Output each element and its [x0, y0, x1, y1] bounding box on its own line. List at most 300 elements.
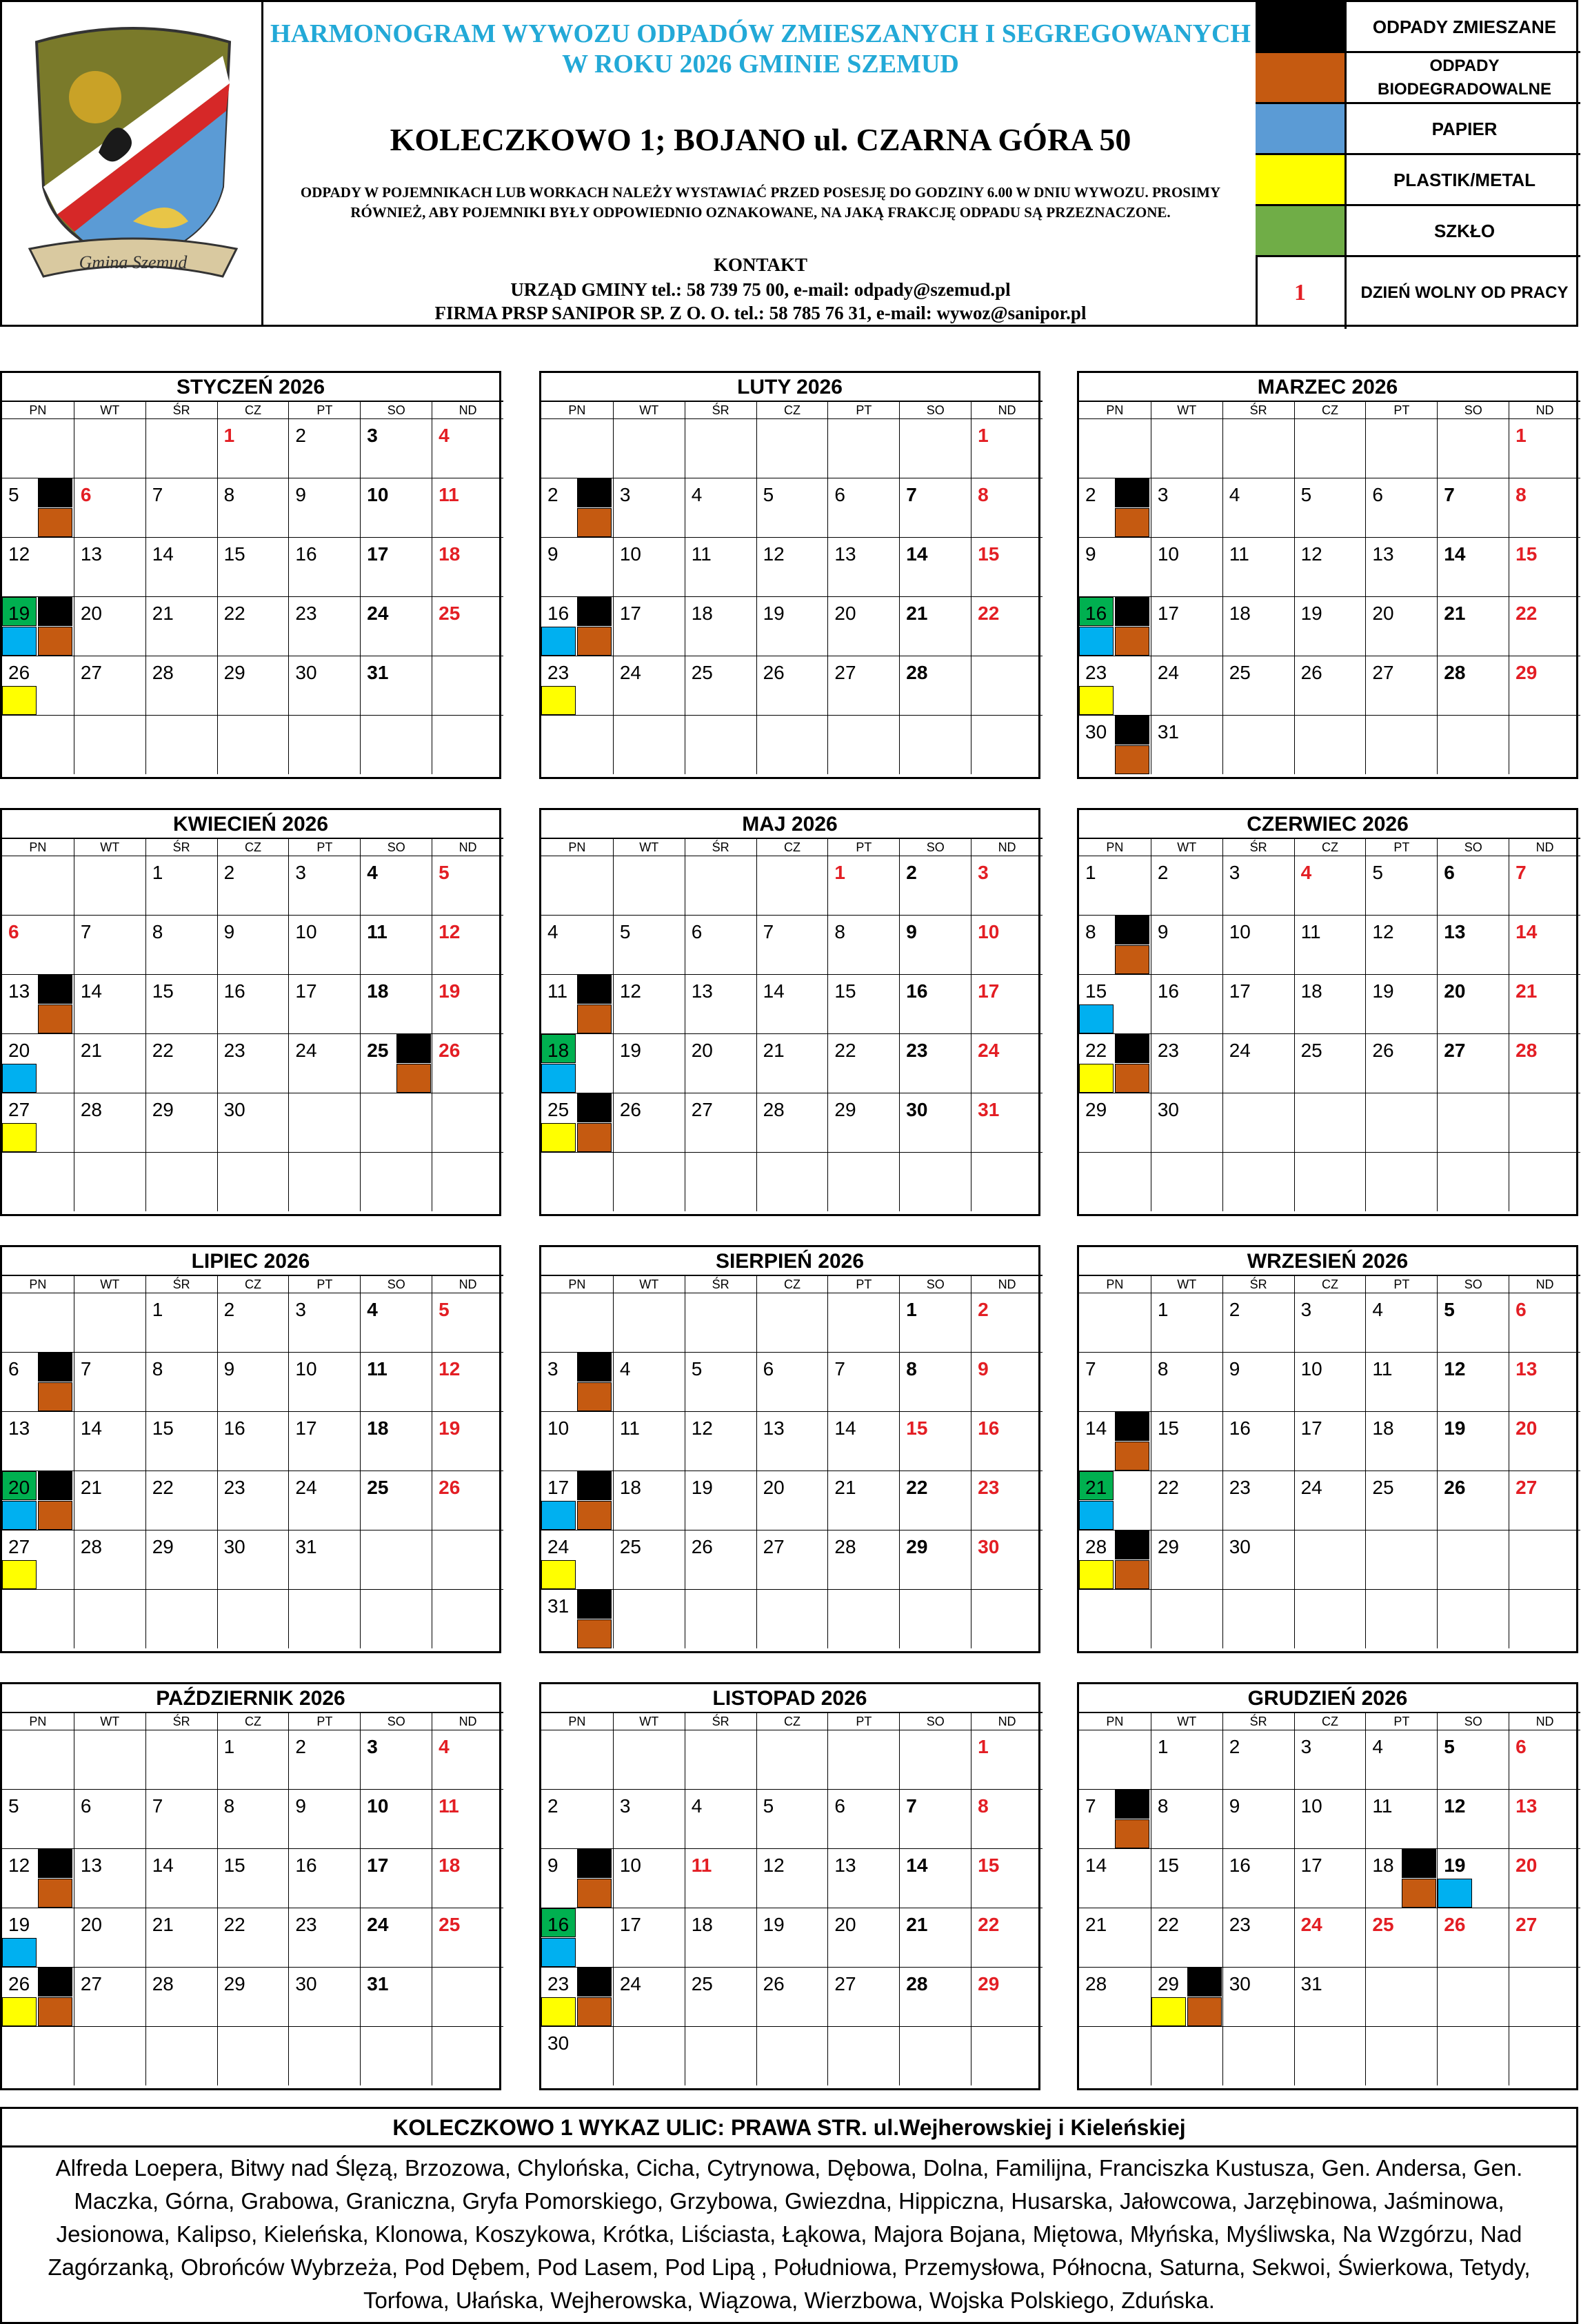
weekday-header: PN [541, 1275, 613, 1293]
day-cell [1294, 478, 1366, 537]
day-cell [432, 1293, 503, 1352]
day-cell [1222, 1530, 1294, 1589]
day-number: 7 [906, 1795, 917, 1817]
day-cell [1509, 1152, 1580, 1211]
day-cell [756, 1967, 828, 2026]
day-cell [360, 537, 432, 596]
weekday-header: PN [2, 1712, 74, 1730]
day-number: 11 [691, 543, 712, 565]
day-cell [899, 1789, 971, 1848]
day-cell [1437, 974, 1509, 1033]
day-number: 22 [906, 1477, 928, 1498]
day-number: 26 [1444, 1477, 1466, 1498]
weekday-header: CZ [217, 401, 289, 418]
day-cell [1365, 1152, 1437, 1211]
day-number: 11 [1229, 543, 1249, 565]
day-number: 28 [1444, 662, 1466, 683]
header-divider [261, 2, 263, 325]
weekday-header: ND [1509, 401, 1580, 418]
day-cell [1294, 1293, 1366, 1352]
day-cell [1079, 1967, 1151, 2026]
day-number: 22 [223, 603, 245, 624]
day-cell [1437, 596, 1509, 656]
day-cell [971, 596, 1043, 656]
weekday-header: ND [971, 1275, 1043, 1293]
day-number: 5 [691, 1358, 703, 1380]
day-number: 27 [1515, 1477, 1538, 1498]
day-number: 15 [152, 980, 174, 1002]
day-cell [1294, 1908, 1366, 1967]
day-cell [1509, 656, 1580, 715]
day-number: 24 [978, 1040, 1000, 1061]
day-number: 1 [978, 425, 989, 446]
day-cell [1079, 1789, 1151, 1848]
day-number: 30 [547, 2032, 570, 2054]
day-number: 30 [1085, 721, 1107, 742]
day-number: 23 [547, 1973, 570, 1994]
day-number: 25 [619, 1536, 641, 1557]
day-cell [756, 596, 828, 656]
day-cell [899, 596, 971, 656]
weekday-header: PT [288, 401, 360, 418]
day-cell [827, 418, 899, 478]
day-cell [1294, 1471, 1366, 1530]
day-cell [827, 596, 899, 656]
day-cell [1222, 1152, 1294, 1211]
weekday-header: ŚR [145, 1712, 217, 1730]
collection-marker-bio [38, 627, 72, 656]
day-number: 8 [906, 1358, 917, 1380]
day-cell [217, 1093, 289, 1152]
day-cell [1222, 1411, 1294, 1471]
day-cell [1509, 1293, 1580, 1352]
collection-marker-mixed [1115, 916, 1149, 944]
day-number: 16 [295, 1855, 317, 1876]
day-number: 1 [1157, 1736, 1169, 1757]
day-number: 7 [1444, 484, 1455, 505]
street-list-body: Alfreda Loepera, Bitwy nad Ślęzą, Brzozowa, Chylońska, Cicha, Cytrynowa, Dębowa, Dolna, Familijna, Franciszka Kustusza, Gen. Andersa, Gen. Maczka, Górna, Grabowa, Graniczna, Gryfa Pomorskiego, Grzybowa, Gwiezdna, Hippiczna, Husarska, Jałowcowa, Jarzębinowa, Jaśminowa, Jesionowa, Kalipso, Kieleńska, Klonowa, Koszykowa, Krótka, Liściasta, Łąkowa, Majora Bojana, Miętowa, Młyńska, Myśliwska, Na Wzgórzu, Nad Zagórzanką, Obrońców Wybrzeża, Pod Dębem, Pod Lasem, Pod Lipą , Południowa, Przemysłowa, Północna, Saturna, Sekwoi, Świerkowa, Tetydy, Torfowa, Ułańska, Wejherowska, Wiązowa, Wierzbowa, Wojska Polskiego, Zduńska. [48, 2155, 1531, 2313]
day-number: 21 [152, 603, 174, 624]
collection-marker-paper [1079, 1004, 1114, 1033]
weekday-header: SO [360, 1275, 432, 1293]
day-cell [288, 915, 360, 974]
weekday-header: CZ [756, 1275, 828, 1293]
day-number: 31 [978, 1099, 1000, 1120]
day-number: 5 [1444, 1299, 1455, 1320]
day-cell [685, 856, 756, 915]
day-number: 13 [8, 980, 30, 1002]
day-cell [1437, 478, 1509, 537]
day-cell [685, 478, 756, 537]
weekday-header: SO [360, 838, 432, 856]
day-cell [432, 1033, 503, 1093]
day-cell [2, 537, 74, 596]
collection-marker-bio [577, 1619, 612, 1648]
day-cell [217, 1589, 289, 1648]
day-cell [1365, 596, 1437, 656]
day-number: 19 [1300, 603, 1322, 624]
day-number: 3 [367, 425, 378, 446]
day-cell [217, 1152, 289, 1211]
day-cell [1151, 856, 1222, 915]
day-cell [685, 1730, 756, 1789]
day-number: 18 [1229, 603, 1251, 624]
collection-marker-bio [1115, 508, 1149, 537]
day-cell [288, 418, 360, 478]
day-number: 22 [1157, 1477, 1179, 1498]
day-cell [1294, 915, 1366, 974]
day-cell [541, 715, 613, 774]
day-number: 6 [834, 484, 845, 505]
day-cell [1079, 1411, 1151, 1471]
day-number: 13 [1372, 543, 1394, 565]
day-cell [74, 656, 145, 715]
day-number: 26 [763, 1973, 785, 1994]
weekday-header: WT [613, 838, 685, 856]
weekday-header: PT [827, 401, 899, 418]
collection-marker-bio [577, 627, 612, 656]
day-number: 22 [978, 1914, 1000, 1935]
weekday-header: PT [1365, 1275, 1437, 1293]
day-cell [1151, 1789, 1222, 1848]
day-number: 22 [1515, 603, 1538, 624]
day-cell [613, 1093, 685, 1152]
day-cell [756, 1789, 828, 1848]
day-cell [613, 1589, 685, 1648]
day-cell [145, 1848, 217, 1908]
day-cell [685, 1530, 756, 1589]
day-cell [1294, 974, 1366, 1033]
day-cell [613, 1530, 685, 1589]
collection-marker-bio [1115, 1442, 1149, 1471]
day-number: 5 [8, 484, 19, 505]
day-cell [2, 1033, 74, 1093]
day-cell [1509, 1848, 1580, 1908]
day-number: 13 [834, 543, 856, 565]
day-number: 29 [152, 1099, 174, 1120]
day-number: 12 [1300, 543, 1322, 565]
day-number: 29 [223, 1973, 245, 1994]
day-number: 12 [763, 1855, 785, 1876]
day-cell [899, 478, 971, 537]
day-cell [217, 1033, 289, 1093]
day-number: 1 [834, 862, 845, 883]
day-number: 24 [619, 662, 641, 683]
day-number: 2 [1157, 862, 1169, 883]
day-cell [217, 915, 289, 974]
day-number: 24 [1229, 1040, 1251, 1061]
day-number: 2 [978, 1299, 989, 1320]
day-number: 2 [1229, 1736, 1240, 1757]
day-number: 8 [978, 484, 989, 505]
day-cell [74, 856, 145, 915]
day-number: 21 [906, 1914, 928, 1935]
month-title: SIERPIEŃ 2026 [715, 1250, 865, 1273]
day-cell [1509, 596, 1580, 656]
day-cell [541, 537, 613, 596]
day-cell [360, 1589, 432, 1648]
day-number: 29 [1515, 662, 1538, 683]
day-cell [971, 1789, 1043, 1848]
day-cell [288, 1093, 360, 1152]
day-cell [1365, 1908, 1437, 1967]
day-number: 13 [1515, 1358, 1538, 1380]
gmina-szemud-crest [16, 14, 250, 290]
day-cell [827, 856, 899, 915]
day-number: 5 [8, 1795, 19, 1817]
collection-marker-plastic [1079, 1064, 1114, 1093]
day-cell [1151, 1967, 1222, 2026]
day-cell [685, 1471, 756, 1530]
day-number: 24 [295, 1477, 317, 1498]
day-number: 30 [223, 1536, 245, 1557]
day-number: 22 [1157, 1914, 1179, 1935]
day-cell [1151, 1530, 1222, 1589]
day-cell [685, 915, 756, 974]
day-number: 27 [80, 1973, 102, 1994]
day-number: 12 [1444, 1795, 1466, 1817]
day-number: 3 [547, 1358, 558, 1380]
day-number: 7 [1085, 1795, 1096, 1817]
day-number: 6 [8, 1358, 19, 1380]
day-number: 11 [1372, 1795, 1393, 1817]
day-cell [685, 1967, 756, 2026]
day-cell [288, 974, 360, 1033]
day-cell [1222, 1589, 1294, 1648]
collection-marker-plastic [2, 1123, 37, 1152]
day-cell [145, 1411, 217, 1471]
day-number: 1 [978, 1736, 989, 1757]
collection-marker-plastic [1079, 686, 1114, 715]
day-cell [1079, 596, 1151, 656]
day-cell [360, 1730, 432, 1789]
legend-row-plastic [1256, 155, 1580, 206]
day-number: 14 [152, 1855, 174, 1876]
day-cell [1222, 1471, 1294, 1530]
day-cell [971, 1152, 1043, 1211]
collection-marker-bio [1115, 745, 1149, 774]
day-cell [613, 418, 685, 478]
day-cell [1294, 2026, 1366, 2085]
day-number: 24 [367, 1914, 389, 1935]
collection-marker-paper [1438, 1879, 1472, 1908]
day-cell [145, 537, 217, 596]
day-number: 10 [619, 1855, 641, 1876]
legend [1256, 2, 1580, 325]
weekday-header: ŚR [1222, 401, 1294, 418]
day-number: 6 [80, 484, 92, 505]
day-cell [756, 974, 828, 1033]
day-cell [685, 715, 756, 774]
day-cell [1365, 537, 1437, 596]
day-number: 5 [439, 1299, 450, 1320]
day-cell [1437, 1471, 1509, 1530]
day-cell [217, 656, 289, 715]
collection-marker-bio [1115, 627, 1149, 656]
day-number: 29 [834, 1099, 856, 1120]
day-cell [360, 915, 432, 974]
day-cell [145, 1589, 217, 1648]
weekday-header: CZ [217, 838, 289, 856]
day-cell [74, 1589, 145, 1648]
day-cell [756, 1471, 828, 1530]
collection-marker-mixed [577, 1849, 612, 1878]
day-cell [288, 656, 360, 715]
day-cell [1222, 915, 1294, 974]
day-cell [2, 478, 74, 537]
day-cell [1079, 1908, 1151, 1967]
day-number: 23 [1229, 1477, 1251, 1498]
day-number: 29 [978, 1973, 1000, 1994]
day-cell [432, 1352, 503, 1411]
day-number: 17 [547, 1477, 570, 1498]
weekday-header: SO [1437, 401, 1509, 418]
day-cell [971, 1967, 1043, 2026]
day-number: 4 [439, 1736, 450, 1757]
month-calendar [0, 1682, 501, 2090]
weekday-header: WT [613, 1712, 685, 1730]
day-number: 4 [547, 921, 558, 942]
day-cell [756, 537, 828, 596]
weekday-header: SO [899, 838, 971, 856]
day-cell [541, 1789, 613, 1848]
day-cell [1365, 1411, 1437, 1471]
day-number: 27 [1372, 662, 1394, 683]
day-cell [1079, 915, 1151, 974]
day-cell [685, 1848, 756, 1908]
day-cell [360, 1789, 432, 1848]
collection-marker-mixed [1115, 716, 1149, 745]
day-number: 31 [1300, 1973, 1322, 1994]
day-number: 12 [439, 1358, 461, 1380]
day-cell [432, 1730, 503, 1789]
day-cell [756, 478, 828, 537]
day-number: 8 [152, 1358, 163, 1380]
collection-marker-bio [577, 1501, 612, 1530]
weekday-header: PN [2, 401, 74, 418]
day-cell [899, 1730, 971, 1789]
day-cell [1222, 856, 1294, 915]
weekday-header: WT [1151, 838, 1222, 856]
collection-marker-mixed [38, 597, 72, 626]
day-cell [1151, 2026, 1222, 2085]
day-number: 27 [834, 1973, 856, 1994]
collection-marker-mixed [1402, 1849, 1436, 1878]
day-number: 4 [439, 425, 450, 446]
day-cell [613, 1293, 685, 1352]
day-cell [756, 1352, 828, 1411]
day-number: 13 [8, 1417, 30, 1439]
day-number: 17 [619, 1914, 641, 1935]
day-number: 19 [763, 603, 785, 624]
day-cell [899, 1471, 971, 1530]
day-number: 20 [691, 1040, 713, 1061]
day-number: 23 [223, 1477, 245, 1498]
day-number: 30 [1229, 1536, 1251, 1557]
day-number: 14 [834, 1417, 856, 1439]
collection-marker-bio [1115, 1560, 1149, 1589]
day-cell [541, 1967, 613, 2026]
weekday-header: CZ [756, 401, 828, 418]
day-number: 28 [1085, 1536, 1107, 1557]
day-number: 29 [223, 662, 245, 683]
collection-marker-bio [1115, 945, 1149, 974]
day-cell [1365, 915, 1437, 974]
day-number: 5 [763, 484, 774, 505]
day-number: 10 [295, 1358, 317, 1380]
day-cell [74, 715, 145, 774]
day-number: 25 [1372, 1914, 1394, 1935]
day-cell [432, 1789, 503, 1848]
day-cell [1365, 715, 1437, 774]
day-cell [74, 478, 145, 537]
day-cell [1365, 1293, 1437, 1352]
day-number: 18 [691, 603, 713, 624]
day-cell [541, 1093, 613, 1152]
day-cell [432, 1908, 503, 1967]
day-cell [1294, 1848, 1366, 1908]
day-number: 14 [80, 980, 102, 1002]
collection-marker-mixed [1115, 597, 1149, 626]
day-number: 24 [547, 1536, 570, 1557]
day-cell [432, 656, 503, 715]
collection-marker-paper [1079, 627, 1114, 656]
day-cell [360, 715, 432, 774]
day-cell [756, 1848, 828, 1908]
day-cell [217, 1967, 289, 2026]
day-cell [1079, 1730, 1151, 1789]
day-number: 28 [80, 1536, 102, 1557]
month-calendar [1077, 808, 1578, 1216]
day-cell [1437, 656, 1509, 715]
day-number: 30 [906, 1099, 928, 1120]
day-number: 23 [223, 1040, 245, 1061]
holiday-sample: 1 [1294, 280, 1306, 305]
day-number: 27 [8, 1536, 30, 1557]
day-cell [74, 1789, 145, 1848]
day-cell [971, 1471, 1043, 1530]
day-number: 30 [978, 1536, 1000, 1557]
day-number: 11 [1372, 1358, 1393, 1380]
day-number: 3 [619, 484, 631, 505]
day-cell [1151, 1352, 1222, 1411]
day-number: 6 [1515, 1736, 1527, 1757]
day-number: 18 [439, 543, 461, 565]
legend-swatch-paper [1256, 104, 1347, 153]
day-cell [541, 2026, 613, 2085]
day-cell [827, 537, 899, 596]
weekday-header: ŚR [685, 1275, 756, 1293]
weekday-header: PN [1079, 838, 1151, 856]
day-cell [1437, 1352, 1509, 1411]
weekday-header: ŚR [1222, 1275, 1294, 1293]
month-title: GRUDZIEŃ 2026 [1247, 1687, 1408, 1710]
day-cell [288, 596, 360, 656]
day-cell [1365, 1530, 1437, 1589]
day-cell [685, 656, 756, 715]
weekday-header: CZ [756, 1712, 828, 1730]
day-cell [2, 1730, 74, 1789]
day-cell [827, 2026, 899, 2085]
day-cell [74, 915, 145, 974]
day-cell [288, 1789, 360, 1848]
day-cell [2, 1530, 74, 1589]
day-number: 13 [763, 1417, 785, 1439]
day-number: 12 [8, 1855, 30, 1876]
day-number: 31 [547, 1595, 570, 1617]
day-cell [288, 1908, 360, 1967]
day-number: 26 [763, 662, 785, 683]
